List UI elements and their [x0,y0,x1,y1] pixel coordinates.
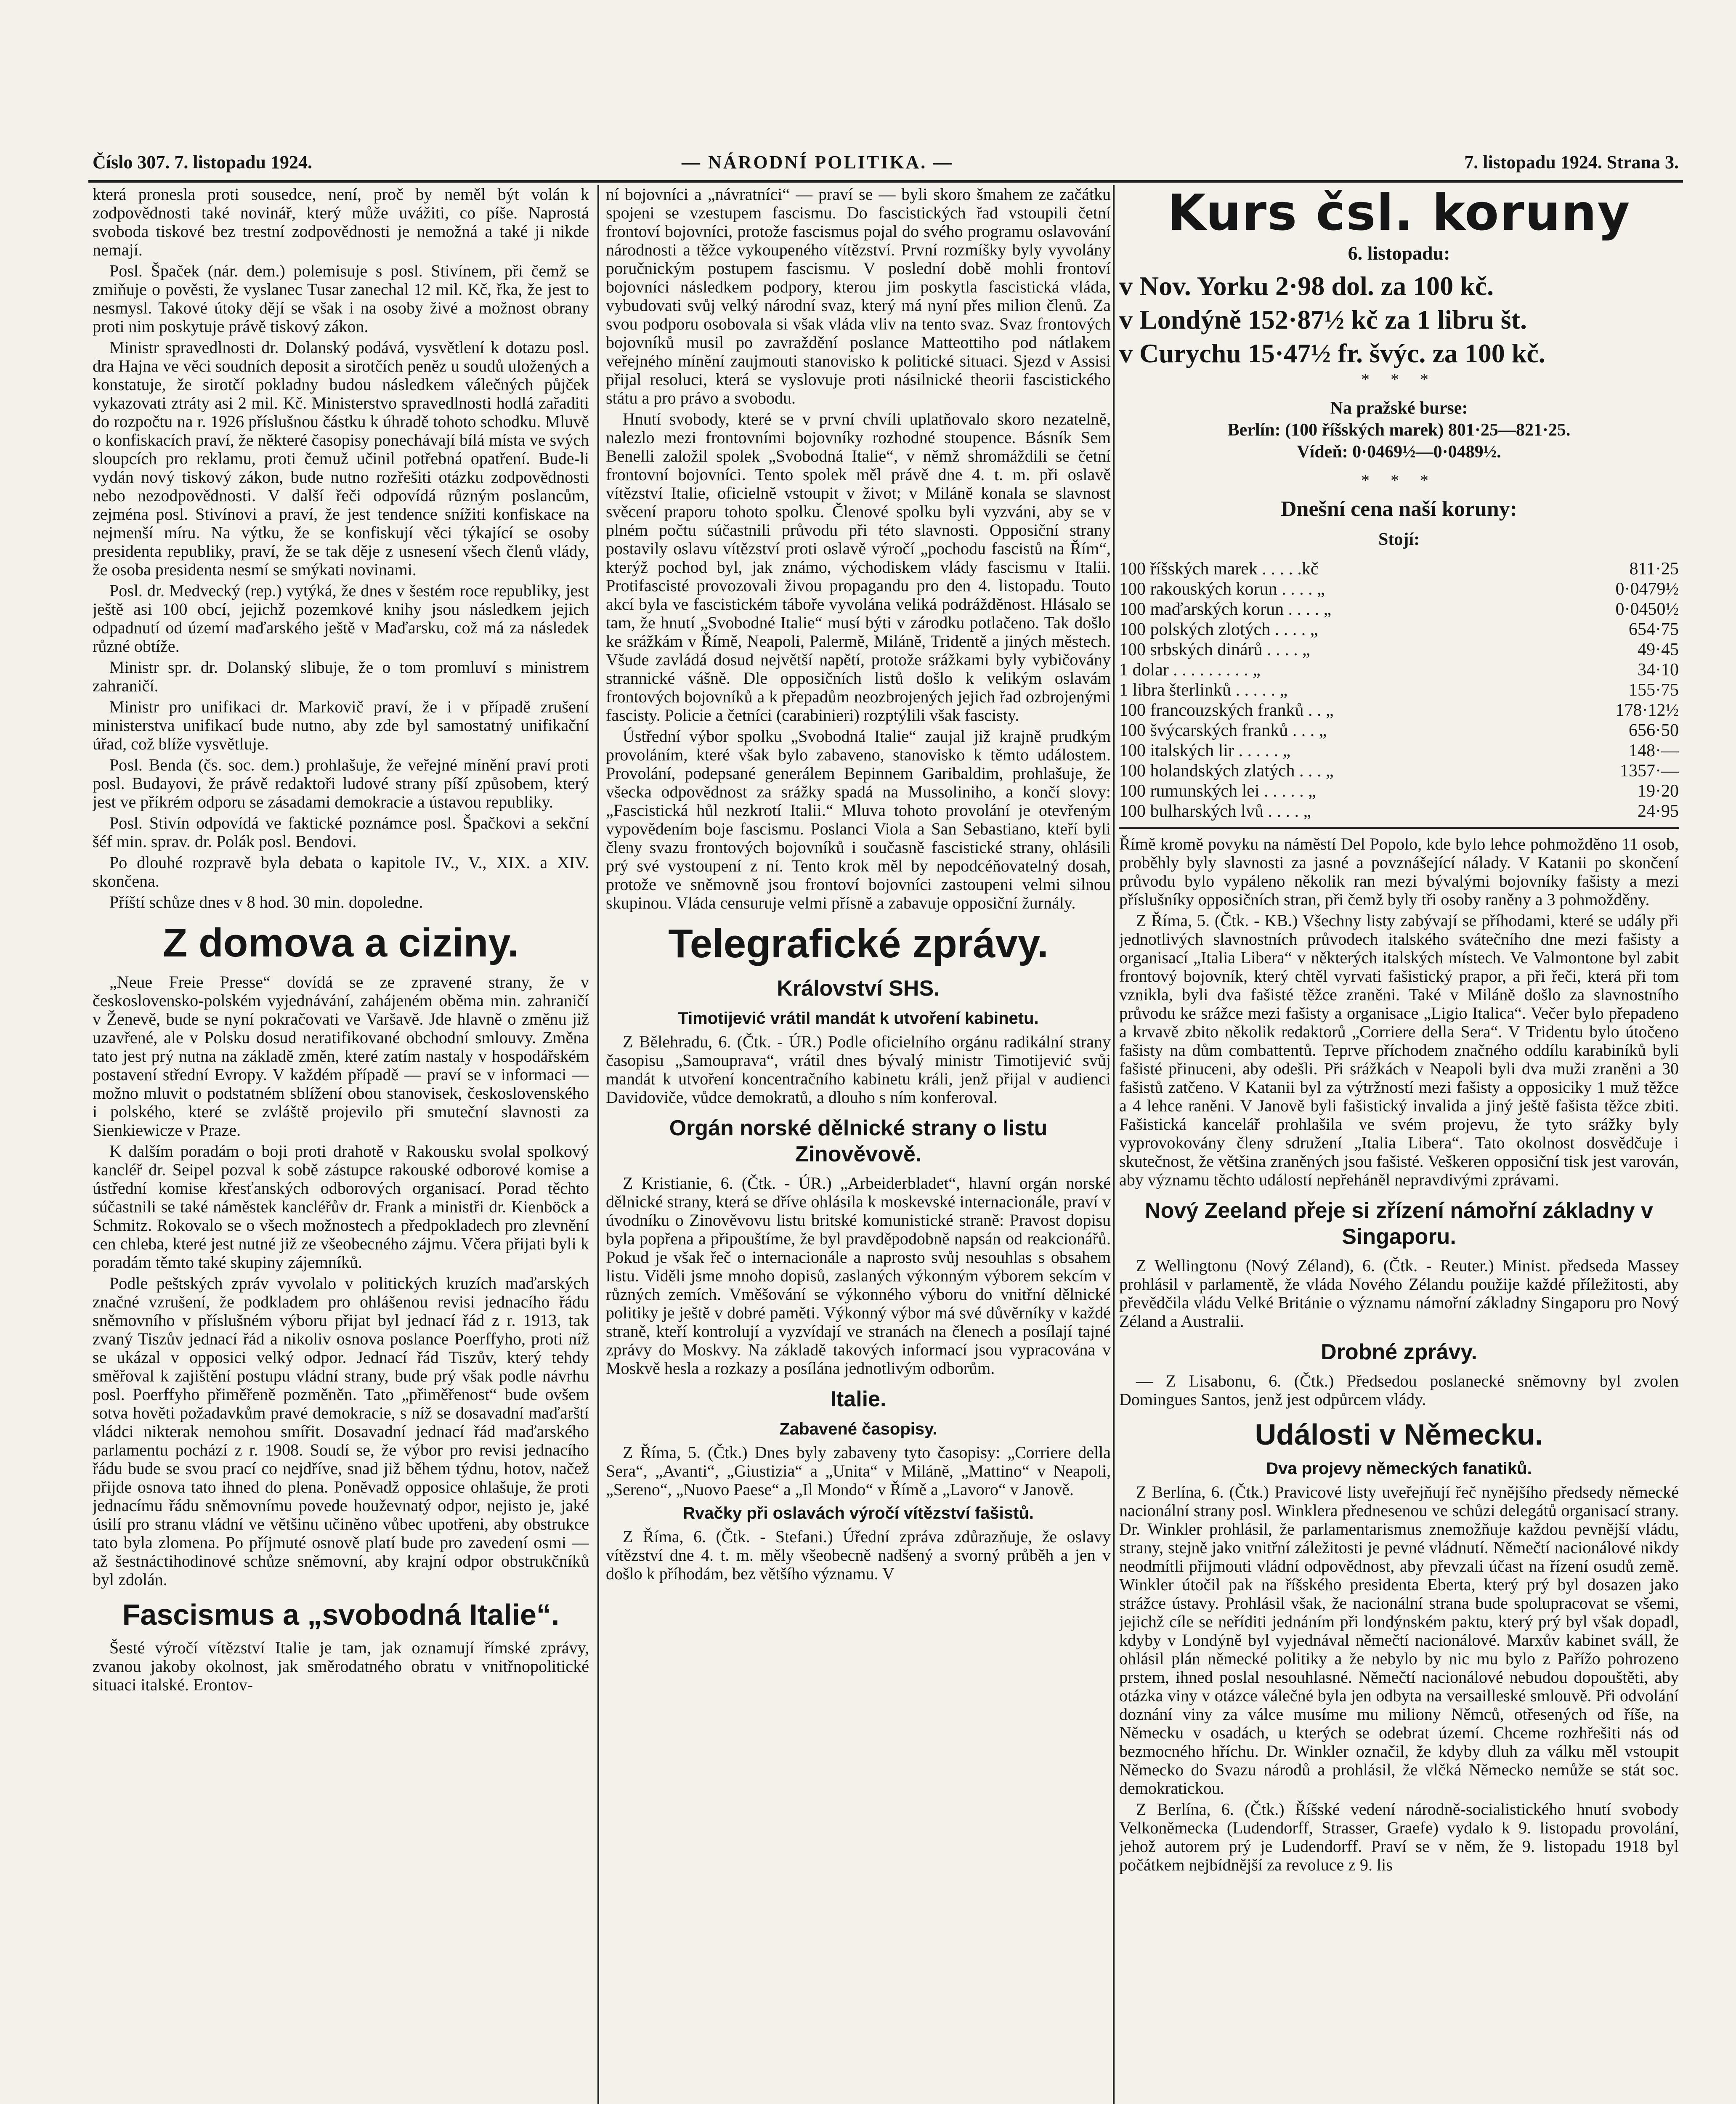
paragraph: Po dlouhé rozpravě byla debata o kapitole IV., V., XIX. a XIV. skončena. [93,853,589,890]
paragraph: Příští schůze dnes v 8 hod. 30 min. dopoledne. [109,893,423,911]
paragraph: Z Wellingtonu (Nový Zéland), 6. (Čtk. - Reuter.) Minist. předseda Massey prohlásil v parlamentě, že vláda Nového Zélandu použije každé příležitosti, aby převědčila vládu Velké Británie o významu námořní základny Singaporu pro Nový Zéland a Australii. [1119,1256,1679,1331]
paragraph: Hnutí svobody, které se v první chvíli uplatňovalo skoro nezatelně, nalezlo mezi frontovními bojovníky rozhodné stoupence. Básník Sem Benelli založil spolek „Svobodná Italie“, v němž shromáždili se četní frontovní bojovníci. Tento spolek měl právě dne 4. t. m. při oslavě vítězství Italie, oficielně vstoupit v život; v Miláně konala se slavnost svěcení praporu tohoto spolku. Členové spolku byli vyzváni, aby se v plném počtu súčastnili průvodu při této slavnosti. Opposiční strany postavily oslavu vítězství proti oslavě výročí „pochodu fascistů na Řím“, kterýž pochod byl, jak známo, východiskem vlády fascismu v Italii. Protifascisté provozovali živou propagandu pro den 4. listopadu. Touto akcí byla ve fascistickém táboře vyvolána veliká podrážděnost. Hlásalo se tam, že hnutí „Svobodné Italie“ musí býti v zárodku potlačeno. Tak došlo ke srážkám v Římě, Neapoli, Palermě, Miláně, Tridentě a jiných městech. Všude zavládá dosud největší napětí, protože srážkami byly vybičovány strannické vášně. Dle opposičních listů došlo k velikým oslavám frontových bojovníků a k přepadům neozbrojených jejich řad ozbrojenými fascisty. Policie a četníci (carabinieri) rozptýlili však fascisty. [606,409,1111,725]
subsection-title: Orgán norské dělnické strany o listu Zinověvově. [669,1116,1048,1166]
section-title: Nový Zeeland přeje si zřízení námořní základny v Singaporu. [1145,1198,1653,1249]
rate-london: v Londýně 152·87½ kč za 1 libru št. [1119,305,1527,335]
price-label: 1 libra šterlinků . . . . . „ [1119,680,1288,700]
paragraph: — Z Lisabonu, 6. (Čtk.) Předsedou poslanecké sněmovny byl zvolen Domingues Santos, jenž jest odpůrcem vlády. [1119,1371,1679,1409]
article-headline: Zabavené časopisy. [779,1420,937,1438]
paragraph: Posl. Špaček (nár. dem.) polemisuje s posl. Stivínem, při čemž se zmiňuje o pověsti, že vyslanec Tusar zanechal 12 mil. Kč, řka, že jest to nesmysl. Takové útoky dějí se však i na osoby živé a možnost obrany proti nim poskytuje právě tiskový zákon. [93,261,589,336]
price-value: 148·— [1629,741,1679,760]
paragraph: která pronesla proti sousedce, není, proč by neměl být volán k zodpovědnosti také novinář, který může uvážiti, co píše. Naprostá svoboda tiskové bez trestní zodpovědnosti je nemožná a také ji nikde nemají. [93,185,589,259]
price-label: 100 bulharských lvů . . . . „ [1119,802,1311,821]
price-value: 155·75 [1629,680,1679,700]
paragraph: Podle peštských zpráv vyvolalo v politických kruzích maďarských značné vzrušení, že podkladem pro ohlášenou revisi jednacího řádu sněmovního v příslušném výboru přijat byl jednací řád z r. 1913, tak zvaný Tiszův jednací řád a nikoliv osnova poslance Poerffyho, proti níž se ukázal v opposici velký odpor. Jednací řád Tiszův, který tehdy směřoval k zajištění postupu vládní strany, bude prý však podle návrhu posl. Poerffyho přiměřeně pozměněn. Tato „přiměřenost“ bude ovšem sotva hověti požadavkům pravé demokracie, s níž se dosavadní maďarští vládci nikterak nemohou smířit. Dosavadní jednací řád maďarského parlamentu pochází z r. 1908. Soudí se, že výbor pro revisi jednacího řádu bude se svou prací co nejdříve, snad již během týdnu, hotov, načež přijde osnova tato ihned do plena. Poněvadž opposice ohlašuje, že proti jednacímu řádu sněmovnímu povede houževnatý odpor, nejisto je, jaké úsilí pro stranu vládní ve většinu učiněno vůbec upotřeni, aby obstrukce tato byla zlomena. Po příjmuté osnově platí bude pro zavedení osmi — až šestnáctihodinové schůze sněmovní, aby krajní odpor obstrukčníků byl zdolán. [93,1274,589,1589]
paragraph: Z Říma, 5. (Čtk. - KB.) Všechny listy zabývají se příhodami, které se udály při jednotlivých slavnostních průvodech italského svátečního dne mezi fašisty a organisací „Italia Libera“ v některých italských místech. Ve Valmontone byl zabit frontový bojovník, který chtěl vyrvati fašistický prapor, a při řeči, která při tom vznikla, byli dva fašisté těžce zraněni. Také v Miláně došlo za slavnostního průvodu ke srážce mezi fašisty a organisace „Ligio Italica“. Večer bylo přepadeno a krvavě zbito několik redaktorů „Corriere della Sera“. V Tridentu bylo útočeno fašisty na dům combattentů. Teprve příchodem značného oddílu karabiníků byli fašisté přinuceni, aby odešli. Při srážkách v Neapoli byli dva muži zraněni a 30 fašistů zatčeno. V Katanii byl za výtržností mezi fašisty a opposiciky 1 muž těžce a 4 lehce raněni. V Janově byli fašistický invalida a jiný ještě fašista těžce zbiti. Fašistická kancelář prohlašila ve svém projevu, že tyto srážky byly vyprovokovány členy sdružení „Italia Libera“. Tato okolnost dosvědčuje i skutečnost, že většina zraněných jsou fašisté. Veškeren opposiční tisk jest varován, aby významu těchto událostí nepřeháněl nepravdivými zprávami. [1119,911,1679,1189]
price-row [1119,660,1679,680]
divider [1119,827,1679,829]
separator-stars: * * * [1361,370,1437,389]
column-3 [1119,185,1679,2104]
article-headline: Dva projevy německých fanatiků. [1266,1459,1532,1478]
price-label: 1 dolar . . . . . . . . . „ [1119,660,1261,680]
price-value: 34·10 [1638,660,1679,680]
paragraph: K dalším poradám o boji proti drahotě v Rakousku svolal spolkový kancléř dr. Seipel pozval k sobě zástupce rakouské odborové komise a ústřední komise křesťanských odborových organisací. Porad těchto súčastnili se také náměstek kancléřův dr. Frank a ministři dr. Kienböck a Schmitz. Rokovalo se o všech možnostech a předpokladech pro zlevnění cen chleba, které jest nutné již ze všeobecného zájmu. Včera přijati byli k poradám těmto také skupiny zájemníků. [93,1142,589,1272]
price-row [1119,781,1679,801]
column-divider [597,185,599,2104]
price-value: 178·12½ [1615,701,1679,720]
price-row [1119,599,1679,619]
page-header [93,151,1679,181]
header-masthead: — NÁRODNÍ POLITIKA. — [682,152,954,173]
paragraph: Ministr pro unifikaci dr. Markovič praví, že i v případě zrušení ministerstva unifikací bude nutno, aby zde byl samostatný unifikační úřad, což blíže vysvětluje. [93,697,589,753]
paragraph: Z Říma, 6. (Čtk. - Stefani.) Úřední zpráva zdůrazňuje, že oslavy vítězství dne 4. t. m. měly všeobecně nadšený a svorný průběh a jen v došlo k příhodám, bez většího významu. V [606,1527,1111,1583]
price-row [1119,761,1679,781]
price-row [1119,700,1679,720]
price-row [1119,720,1679,741]
price-value: 654·75 [1629,620,1679,639]
article-headline: Timotijević vrátil mandát k utvoření kabinetu. [678,1009,1039,1028]
price-row [1119,619,1679,640]
exchange-date: 6. listopadu: [1348,242,1450,264]
paragraph: Posl. Stivín odpovídá ve faktické poznámce posl. Špačkovi a sekční šéf min. sprav. dr. Polák posl. Bendovi. [93,813,589,851]
paragraph: Posl. dr. Medvecký (rep.) vytýká, že dnes v šestém roce republiky, jest ještě asi 100 obcí, jejichž pozemkové knihy jsou následkem jejich odpadnutí od území maďarského ještě v Maďarsku, což má za následek různé obtíže. [93,581,589,656]
price-value: 0·0450½ [1615,600,1679,619]
column-divider [1113,185,1115,2104]
rate-zurich: v Curychu 15·47½ fr. švýc. za 100 kč. [1119,338,1545,368]
rate-new-york: v Nov. Yorku 2·98 dol. za 100 kč. [1119,271,1494,301]
price-row [1119,741,1679,761]
paragraph: Z Berlína, 6. (Čtk.) Pravicové listy uveřejňují řeč nynějšího předsedy německé nacionální strany posl. Winklera přednesenou ve schůzi delegátů organisací strany. Dr. Winkler prohlásil, že parlamentarismus znemožňuje každou pevnější vládu, strany, stejně jako vnitřní záležitosti je pevné vládnutí. Němečtí nacionálové nikdy neodmítli přijmouti vládní odpovědnost, aby převzali účast na řízení osudů země. Winkler útočil pak na říšského presidenta Eberta, který prý byl dosazen jako strážce ústavy. Prohlásil však, že nacionální strana bude spolupracovat se všemi, jejichž cíle se neříditi jednáním při londýnském paktu, který prý byl však dopadl, kdyby v Londýně byl vyjednával němečtí nacionálové. Marxův kabinet sváll, že ohlásil plán německé politiky a že nebylo by nic mu bylo z Pařížo pohrozeno prstem, ihned poslal nesouhlasné. Němečtí nacionálové nebudou dopouštěti, aby otázka viny v otázce válečné byla jen odbyta na versailleské smlouvě. Při odvolání doznání viny za válce musíme mu miliony Němců, otřesených od říše, na Německu v osadách, u kterých se odebrat území. Chceme rozhřešiti nás od bezmocného hříchu. Dr. Winkler označil, že kdyby dluh za válku měl vstoupit Německo do Svazu národů a prohlásil, že vlčká Německo nemůže se stát soc. demokratickou. [1119,1482,1679,1798]
paragraph: Z Říma, 5. (Čtk.) Dnes byly zabaveny tyto časopisy: „Corriere della Sera“, „Avanti“, „Giustizia“ a „Unita“ v Miláně, „Mattino“ v Neapoli, „Sereno“, „Nuovo Paese“ a „Il Mondo“ v Římě a „Lavoro“ v Janově. [606,1443,1111,1499]
bourse-vienna: Vídeň: 0·0469½—0·0489½. [1297,442,1501,462]
price-label: 100 italských lir . . . . . „ [1119,741,1291,760]
article-headline: Rvačky při oslavách výročí vítězství fašistů. [683,1504,1034,1522]
price-label: 100 rakouských korun . . . . „ [1119,579,1325,599]
paragraph: Ústřední výbor spolku „Svobodná Italie“ zaujal již krajně prudkým provoláním, které však bylo zabaveno, stanovisko k těmto událostem. Provolání, podepsané generálem Bepinnem Garibaldim, prohlašuje, že všecka odpovědnost za srážky spadá na Mussoliniho, a končí slovy: „Fascistická hůl nezkrotí Italii.“ Mluva tohoto provolání je otevřeným vypovědením boje fascismu. Poslanci Viola a San Sebastiano, kteří byli členy svazu frontových bojovníků i současně fascistické strany, ohlásili prý své vystoupení z ní. Tento krok měl by nepodcéňovatelný dosah, protože ve sněmovně jsou frontoví bojovníci zastoupeni velmi silnou skupinou. Vláda censuruje velmi přísně a zabavuje opposiční žurnály. [606,727,1111,912]
price-subtitle: Stojí: [1378,530,1420,549]
price-value: 49·45 [1638,640,1679,659]
paragraph: „Neue Freie Presse“ dovídá se ze zpravené strany, že v československo-polském vyjednávání, zahájeném oběma min. zahraničí v Ženevě, bude se nyní pokračovati ve Varšavě. Jde hlavně o změnu již uzavřené, ale v Polsku dosud neratifikované obchodní smlouvy. Změna tato jest prý nutna na základě změn, které zatím nastaly v hospodářském postavení střední Evropy. V každém případě — praví se v informaci — možno mluvit o podstatném sblížení obou stanovisek, československého i polského, které se zvláště projevilo při smuteční slavnosti za Sienkiewicze v Praze. [93,972,589,1140]
paragraph: Z Berlína, 6. (Čtk.) Říšské vedení národně-socialistického hnutí svobody Velkoněmecka (Ludendorff, Strasser, Graefe) vydalo k 9. listopadu provolání, jehož autorem prý je Ludendorff. Praví se v něm, že 9. listopadu 1918 byl počátkem nejbídnější za revoluce z 9. lis [1119,1800,1679,1874]
header-issue: Číslo 307. 7. listopadu 1924. [93,152,312,173]
paragraph: Ministr spravedlnosti dr. Dolanský podává, vysvětlení k dotazu posl. dra Hajna ve věci soudních deposit a sirotčích peněz u soudů uložených a konstatuje, že sirotčí pokladny budou následkem válečných půjček vykazovati ztráty asi 2 mil. Kč. Ministerstvo spravedlnosti hodlá zařaditi do rozpočtu na r. 1926 příslušnou částku k úhradě tohoto schodku. Mluvě o konfiskacích praví, že některé časopisy ponechávají bílá místa ve svých sloupcích pro reklamu, proti čemuž učinil potřebná opatření. Bude-li vydán nový tiskový zákon, bude nutno rozřešiti otázku zodpovědnosti nebo nezodpovědnosti. V další řeči odpovídá různým poslancům, zejména posl. Stivínovi a praví, že jest tendence snížiti konfiskace na nejmenší míru. Na výtku, že se konfiskují věci týkající se osoby presidenta republiky, praví, že se tak děje z usnesení všech členů vlády, že osoba presidenta nesmí se smýkati novinami. [93,338,589,579]
paragraph: Z Bělehradu, 6. (Čtk. - ÚR.) Podle oficielního orgánu radikální strany časopisu „Samouprava“, vrátil dnes bývalý ministr Timotijević svůj mandát k utvoření koncentračního kabinetu králi, jenž přijal v audienci Davidoviče, vůdce demokratů, a dlouho s ním konferoval. [606,1032,1111,1107]
paragraph: Posl. Benda (čs. soc. dem.) prohlašuje, že veřejné mínění praví proti posl. Budayovi, že právě redaktoři ludové strany píší způsobem, který jest ve příkrém odporu se zásadami demokracie a ústavou republiky. [93,755,589,811]
price-label: 100 říšských marek . . . . .kč [1119,559,1319,579]
section-title: Telegrafické zprávy. [668,921,1049,966]
exchange-rate-box [1119,185,1679,821]
price-row [1119,640,1679,660]
price-row [1119,680,1679,700]
price-value: 24·95 [1638,802,1679,821]
header-date-page: 7. listopadu 1924. Strana 3. [1464,152,1679,173]
price-row [1119,579,1679,599]
price-title: Dnešní cena naší koruny: [1281,497,1517,521]
exchange-title: Kurs čsl. koruny [1167,185,1631,242]
price-value: 1357·— [1620,761,1679,781]
section-title: Události v Německu. [1255,1418,1543,1451]
price-label: 100 rumunských lei . . . . . „ [1119,781,1316,801]
price-value: 0·0479½ [1615,579,1679,599]
separator-stars: * * * [1361,471,1437,490]
bourse-title: Na pražské burse: [1330,398,1468,418]
paragraph: Šesté výročí vítězství Italie je tam, jak oznamují římské zprávy, zvanou jakoby okolnost, jak směrodatného obratu v vnitřnopolitické situaci italské. Erontov- [93,1638,589,1694]
parliament-debate [93,185,589,911]
price-label: 100 francouzských franků . . „ [1119,701,1334,720]
price-table [1119,559,1679,821]
price-label: 100 holandských zlatých . . . „ [1119,761,1334,781]
price-value: 656·50 [1629,721,1679,740]
paragraph: Římě kromě povyku na náměstí Del Popolo, kde bylo lehce pohmožděno 11 osob, proběhly byly slavnosti za jasné a povznášející nálady. V Katanii po skončení průvodu bylo vypáleno několik ran mezi bývalými bojovníky fašisty a mezi příslušníky opposičních stran, při čemž byly tři osoby raněny a 3 pohmožděny. [1119,834,1679,909]
price-row [1119,559,1679,579]
paragraph: Z Kristianie, 6. (Čtk. - ÚR.) „Arbeiderbladet“, hlavní orgán norské dělnické strany, která se dříve ohlásila k moskevské internacionále, praví v úvodníku o Zinověvovu listu britské komunistické straně: Pravost dopisu byla popřena a připouštíme, že byl pravděpodobně napsán od reakcionářů. Pokud je však řeč o internacionále a naprosto svůj nesouhlas s obsahem listu. Viděli jsme mnoho dopisů, zaslaných výkonným výborem sekcím v různých zemích. Vměšování se výkonného výboru do vnitřní dělnické politiky je ještě v dobré paměti. Výkonný výbor má své důvěrníky v každé straně, kteří kontrolují a vyzvídají ve stranách na členech a posílají tajné zprávy do Moskvy. Na základě takových informací jsou vypracována v Moskvě hesla a rozkazy a posílána jednotlivým odborům. [606,1174,1111,1378]
bourse-berlin: Berlín: (100 říšských marek) 801·25—821·25. [1227,420,1571,440]
price-row [1119,801,1679,821]
price-label: 100 srbských dinárů . . . . „ [1119,640,1310,659]
header-rule [88,180,1683,183]
price-label: 100 maďarských korun . . . . „ [1119,600,1332,619]
subsection-title: Království SHS. [777,976,940,1001]
subsection-title: Italie. [830,1387,887,1411]
column-2 [606,185,1111,2104]
paragraph: Ministr spr. dr. Dolanský slibuje, že o tom promluví s ministrem zahraničí. [93,658,589,695]
section-title: Z domova a ciziny. [162,920,519,965]
section-title: Fascismus a „svobodná Italie“. [122,1598,560,1631]
price-value: 19·20 [1638,781,1679,801]
section-title: Drobné zprávy. [1321,1340,1477,1364]
column-1 [93,185,589,2104]
price-label: 100 polských zlotých . . . . „ [1119,620,1318,639]
price-label: 100 švýcarských franků . . . „ [1119,721,1327,740]
paragraph: ní bojovníci a „návratníci“ — praví se — byli skoro šmahem ze začátku spojeni se vzestupem fascismu. Do fascistických řad vstoupili četní frontoví bojovníci, protože fascismus pojal do svého programu oslavování národnosti a těžce vykoupeného vítězství. První rozmíšky byly vyvolány poručnickým postupem fascismu. V poslední době mohli frontoví bojovníci následkem podpory, kterou jim poskytla fascistická vláda, vybudovati svůj velký národní svaz, který má nyní přes milion členů. Za svou podporu osobovala si však vláda vliv na tento svaz. Svaz frontových bojovníků musil po zavraždění poslance Matteottiho pod nátlakem veřejného mínění zaujmouti stanovisko k politické situaci. Sjezd v Assisi přijal resoluci, která se vyslovuje proti násilnické theorii fascistického státu a pro právo a svobodu. [606,185,1111,407]
bourse-block [1119,397,1679,463]
price-value: 811·25 [1629,559,1679,579]
